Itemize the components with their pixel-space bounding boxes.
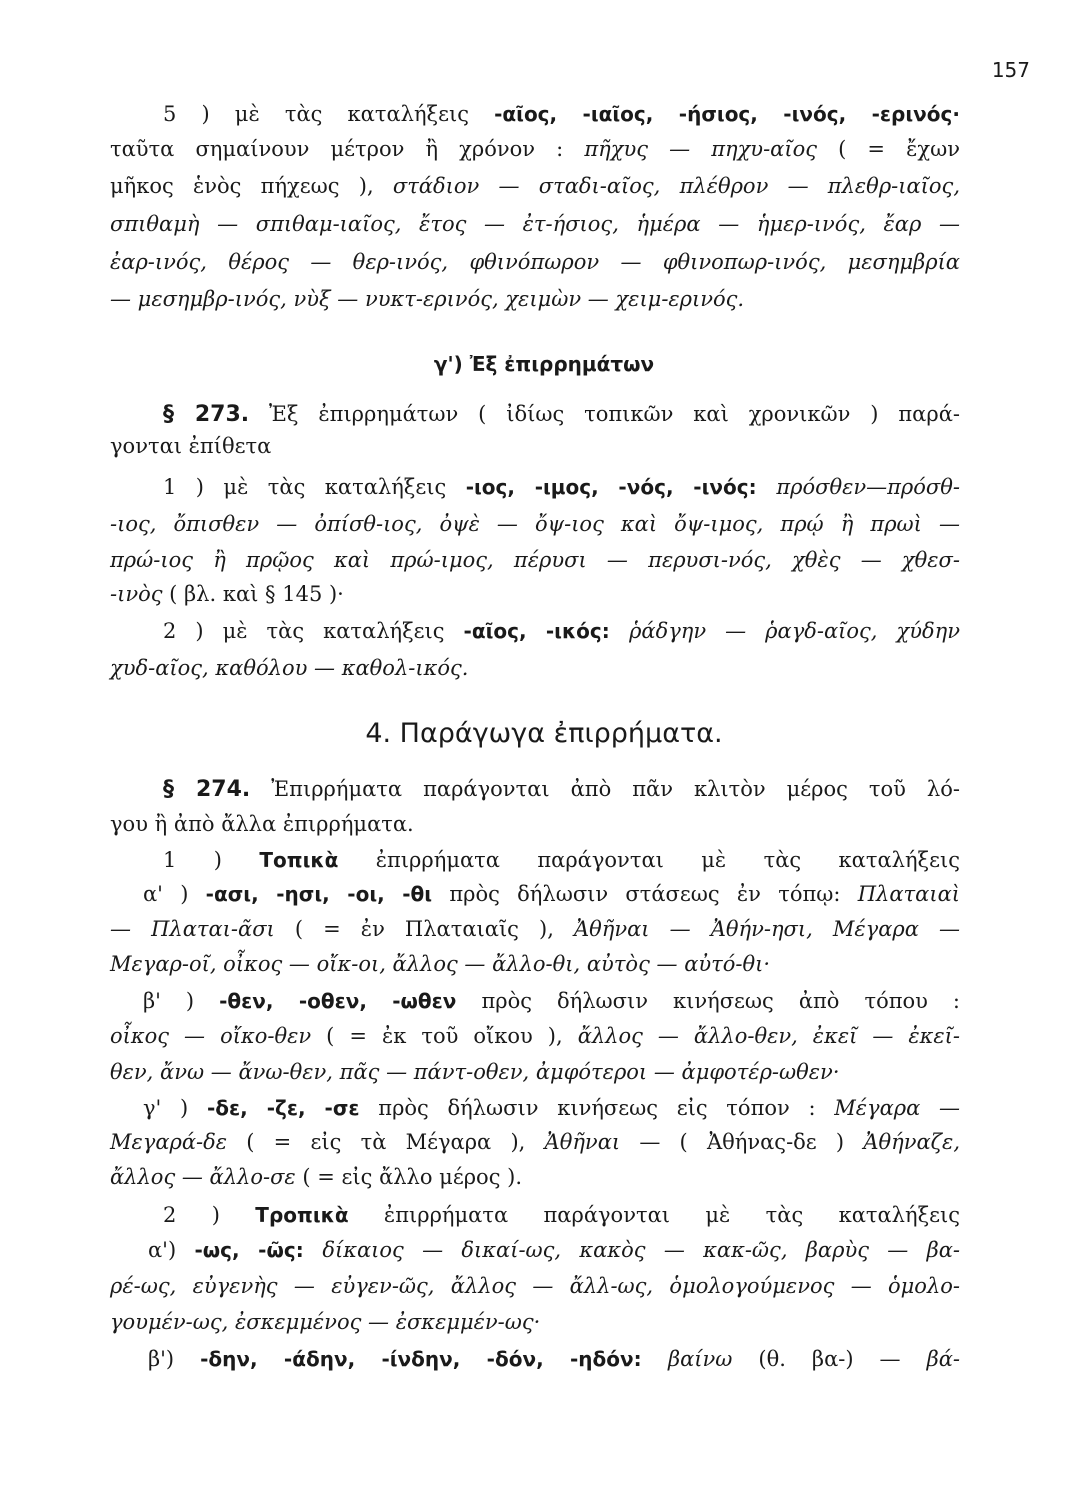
text-line: [110, 654, 960, 682]
text-run: β' ): [143, 989, 220, 1013]
text-line: [110, 580, 960, 608]
text-run: ( = ἐκ τοῦ οἴκου ),: [311, 1024, 578, 1048]
example-word: ῥάδγην — ῥαγδ-αῖος, χύδην: [629, 619, 960, 643]
text-run: πρὸς δήλωσιν κινήσεως εἰς τόπον :: [359, 1096, 835, 1120]
suffix-list: -θεν, -οθεν, -ωθεν: [219, 989, 457, 1013]
suffix-list: -αῖος, -ικός:: [463, 619, 630, 643]
text-line: [143, 1094, 960, 1122]
text-run: ( βλ. καὶ § 145 )·: [162, 582, 344, 606]
text-run: γ' ): [143, 1096, 207, 1120]
text-run: μῆκος ἑνὸς πήχεως ),: [110, 174, 393, 198]
example-word: σπιθαμὴ — σπιθαμ-ιαῖος, ἔτος — ἐτ-ήσιος, ἡμέρα — ἡμερ-ινός, ἔαρ —: [110, 212, 960, 236]
example-word: Ἀθήναζε,: [863, 1130, 960, 1154]
text-run: ( = εἰς ἄλλο μέρος ).: [295, 1165, 523, 1189]
example-word: Μεγαρά-δε: [110, 1130, 228, 1154]
example-word: στάδιον — σταδι-αῖος, πλέθρον — πλεθρ-ιαῖος,: [392, 174, 960, 198]
example-word: χυδ-αῖος, καθόλου — καθολ-ικός.: [110, 656, 469, 680]
text-run: πρὸς δήλωσιν κινήσεως ἀπὸ τόπου :: [456, 989, 961, 1013]
example-word: Ἀθῆναι: [544, 1130, 621, 1154]
text-line: [110, 285, 960, 313]
section-number: § 274.: [163, 777, 251, 802]
example-word: ἄλλος — ἄλλο-σε: [110, 1165, 296, 1189]
example-word: Μέγαρα —: [834, 1096, 960, 1120]
text-line: [110, 1058, 960, 1086]
example-word: ἐαρ-ινός, θέρος — θερ-ινός, φθινόπωρον — φθινοπωρ-ινός, μεσημβρία: [110, 250, 960, 274]
text-run: 1 ) μὲ τὰς καταλήξεις: [163, 475, 466, 499]
text-run: ( = ἔχων: [817, 137, 960, 161]
example-word: οἶκος — οἴκο-θεν: [110, 1024, 312, 1048]
text-line: [163, 617, 960, 645]
text-run: ( = ἐν Πλαταιαῖς ),: [274, 917, 574, 941]
text-run: ( = εἰς τὰ Μέγαρα ),: [227, 1130, 545, 1154]
text-line: [110, 248, 960, 276]
example-word: πρώ-ιος ἢ πρῷος καὶ πρώ-ιμος, πέρυσι — περυσι-νός, χθὲς — χθεσ-: [110, 548, 960, 572]
suffix-list: -ασι, -ησι, -οι, -θι: [205, 882, 433, 906]
text-run: ἐπιρρήματα παράγονται μὲ τὰς καταλήξεις: [348, 1203, 961, 1227]
text-run: ἐπιρρήματα παράγονται μὲ τὰς καταλήξεις: [338, 848, 960, 872]
text-line: [163, 775, 960, 804]
text-line: [110, 1308, 960, 1336]
text-line: [110, 210, 960, 238]
text-run: β'): [148, 1347, 201, 1371]
text-line: [110, 915, 960, 943]
category-term: Τοπικὰ: [259, 848, 339, 872]
text-run: πρὸς δήλωσιν στάσεως ἐν τόπῳ:: [432, 882, 858, 906]
text-line: [163, 846, 960, 874]
example-word: πρόσθεν—πρόσθ-: [776, 475, 960, 499]
text-run: 2 ): [163, 1203, 256, 1227]
category-term: Τροπικὰ: [255, 1203, 349, 1227]
example-word: βαίνω: [667, 1347, 733, 1371]
example-word: Μεγαρ-οῖ, οἶκος — οἴκ-οι, ἄλλος — ἄλλο-θι, αὐτὸς — αὐτό-θι·: [110, 952, 771, 976]
text-run: 1 ): [163, 848, 260, 872]
text-run: γου ἢ ἀπὸ ἄλλα ἐπιρρήματα.: [110, 812, 414, 836]
text-line: [110, 432, 960, 460]
example-word: ἄλλος — ἄλλο-θεν, ἐκεῖ — ἐκεῖ-: [577, 1024, 961, 1048]
example-word: ρέ-ως, εὐγενὴς — εὐγεν-ῶς, ἄλλος — ἄλλ-ως, ὁμολογούμενος — ὁμολο-: [110, 1274, 960, 1298]
example-word: πῆχυς — πηχυ-αῖος: [584, 137, 817, 161]
subsection-heading: γ') Ἐξ ἐπιρρημάτων: [433, 352, 655, 376]
text-run: ταῦτα σημαίνουν μέτρον ἢ χρόνον :: [110, 137, 585, 161]
text-line: [110, 1022, 960, 1050]
example-word: θεν, ἄνω — ἄνω-θεν, πᾶς — πάντ-οθεν, ἀμφότεροι — ἀμφοτέρ-ωθεν·: [110, 1060, 840, 1084]
example-word: — μεσημβρ-ινός, νὺξ — νυκτ-ερινός, χειμὼν — χειμ-ερινός.: [110, 287, 745, 311]
text-line: [163, 473, 960, 501]
text-line: [110, 172, 960, 200]
suffix-list: -αῖος, -ιαῖος, -ήσιος, -ινός, -ερινός·: [494, 102, 960, 126]
example-word: βά-: [926, 1347, 960, 1371]
example-word: -ιος, ὄπισθεν — ὀπίσθ-ιος, ὀψὲ — ὄψ-ιος καὶ ὄψ-ιμος, πρῴ ἢ πρωὶ —: [110, 512, 960, 536]
text-run: α'): [148, 1238, 195, 1262]
text-run: Ἐξ ἐπιρρημάτων ( ἰδίως τοπικῶν καὶ χρονικῶν ) παρά-: [249, 402, 960, 426]
text-run: γονται ἐπίθετα: [110, 434, 272, 458]
text-line: [110, 950, 960, 978]
text-line: [110, 1163, 960, 1191]
text-line: [163, 400, 960, 429]
section-number: § 273.: [163, 402, 250, 427]
suffix-list: -ως, -ῶς:: [194, 1238, 323, 1262]
suffix-list: -δε, -ζε, -σε: [206, 1096, 360, 1120]
text-line: [110, 1272, 960, 1300]
suffix-list: -ιος, -ιμος, -νός, -ινός:: [465, 475, 777, 499]
text-line: [163, 1201, 960, 1229]
text-line: [110, 546, 960, 574]
example-word: Πλαταιαὶ: [857, 882, 960, 906]
section-heading: 4. Παράγωγα ἐπιρρήματα.: [365, 718, 723, 749]
text-line: [143, 987, 960, 1015]
text-line: [110, 135, 960, 163]
example-word: — Πλαται-ᾶσι: [110, 917, 275, 941]
text-line: [143, 880, 960, 908]
text-line: [110, 810, 960, 838]
text-line: [148, 1236, 960, 1264]
text-line: [110, 1128, 960, 1156]
text-run: — ( Ἀθήνας-δε ): [620, 1130, 864, 1154]
text-run: (θ. βα-) —: [732, 1347, 927, 1371]
text-run: 5 ) μὲ τὰς καταλήξεις: [163, 102, 495, 126]
example-word: Ἀθῆναι — Ἀθήν-ησι, Μέγαρα —: [573, 917, 960, 941]
text-run: Ἐπιρρήματα παράγονται ἀπὸ πᾶν κλιτὸν μέρος τοῦ λό-: [250, 777, 960, 801]
suffix-list: -δην, -άδην, -ίνδην, -δόν, -ηδόν:: [200, 1347, 668, 1371]
text-line: [163, 100, 960, 128]
example-word: δίκαιος — δικαί-ως, κακὸς — κακ-ῶς, βαρὺς — βα-: [322, 1238, 960, 1262]
text-run: α' ): [143, 882, 206, 906]
page-number: 157: [991, 58, 1030, 82]
text-run: 2 ) μὲ τὰς καταλήξεις: [163, 619, 464, 643]
example-word: γουμέν-ως, ἐσκεμμένος — ἐσκεμμέν-ως·: [110, 1310, 541, 1334]
example-word: -ινὸς: [110, 582, 163, 606]
text-line: [110, 510, 960, 538]
text-line: [148, 1345, 960, 1373]
